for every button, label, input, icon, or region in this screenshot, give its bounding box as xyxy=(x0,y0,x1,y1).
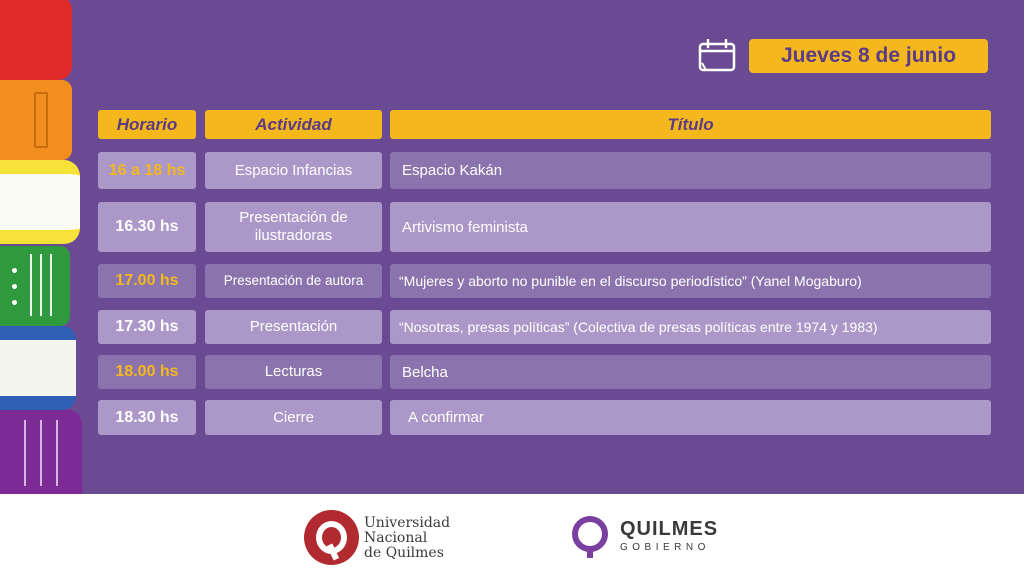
quilmes-subtitle: GOBIERNO xyxy=(620,542,710,553)
header-actividad: Actividad xyxy=(205,110,382,139)
unq-line-3: de Quilmes xyxy=(364,545,444,561)
header-titulo: Título xyxy=(390,110,991,139)
unq-wordmark xyxy=(364,516,450,561)
row-activity: Presentación xyxy=(205,310,382,344)
row-time: 18.00 hs xyxy=(98,355,196,389)
quilmes-q-icon xyxy=(571,515,609,559)
red-book-spine xyxy=(0,0,72,80)
row-activity: Cierre xyxy=(205,400,382,435)
row-time: 18.30 hs xyxy=(98,400,196,435)
row-time: 16.30 hs xyxy=(98,202,196,252)
row-title: Artivismo feminista xyxy=(390,202,991,252)
yellow-book-spine xyxy=(0,160,80,244)
row-activity: Lecturas xyxy=(205,355,382,389)
row-activity: Presentación de autora xyxy=(205,264,382,298)
unq-line-1: Universidad xyxy=(364,515,451,531)
row-time: 17.30 hs xyxy=(98,310,196,344)
row-activity: Espacio Infancias xyxy=(205,152,382,189)
date-badge: Jueves 8 de junio xyxy=(749,39,988,73)
row-time: 17.00 hs xyxy=(98,264,196,298)
row-time: 16 a 18 hs xyxy=(98,152,196,189)
orange-book-spine xyxy=(0,80,72,160)
row-title: A confirmar xyxy=(390,400,991,435)
purple-book-spine xyxy=(0,410,82,494)
blue-book-spine xyxy=(0,326,76,410)
row-title: “Mujeres y aborto no punible en el discurso periodístico” (Yanel Mogaburo) xyxy=(390,264,991,298)
quilmes-wordmark: QUILMES xyxy=(620,518,719,540)
row-activity: Presentación de ilustradoras xyxy=(205,202,382,252)
header-horario: Horario xyxy=(98,110,196,139)
unq-logo-icon xyxy=(304,510,359,565)
row-title: Espacio Kakán xyxy=(390,152,991,189)
unq-line-2: Nacional xyxy=(364,530,428,546)
row-title: “Nosotras, presas políticas” (Colectiva de presas políticas entre 1974 y 1983) xyxy=(390,310,991,344)
row-title: Belcha xyxy=(390,355,991,389)
calendar-icon xyxy=(698,39,738,73)
green-book-spine xyxy=(0,246,70,326)
